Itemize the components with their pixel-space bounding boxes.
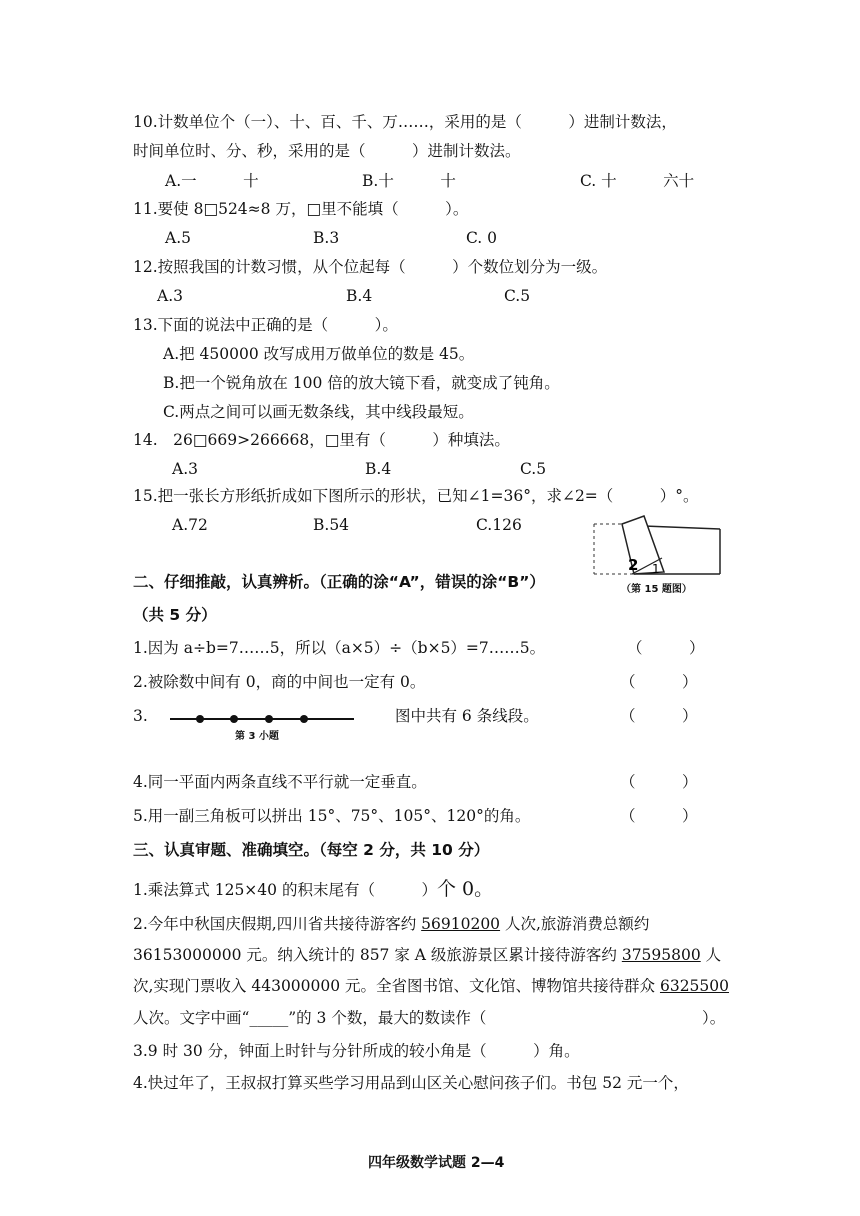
sec3-item3: 3.9 时 30 分，钟面上时针与分针所成的较小角是（ ）角。 <box>133 1042 580 1060</box>
underline-sample: _____ <box>249 1009 289 1027</box>
sec3-item2-close-paren: ）。 <box>702 1009 726 1027</box>
q13-option-c: C.两点之间可以画无数条线，其中线段最短。 <box>163 403 474 421</box>
text-span: 人次,旅游消费总额约 <box>500 915 650 933</box>
sec2-item3-number: 3. <box>133 707 148 725</box>
sec3-item2-line2 <box>133 945 721 965</box>
q13-option-b: B.把一个锐角放在 100 倍的放大镜下看，就变成了钝角。 <box>163 374 560 392</box>
q15-option-a: A.72 <box>172 516 208 534</box>
sec3-item1-tail: 个 0。 <box>436 878 494 900</box>
q10-option-a: A.一 十 <box>165 172 259 190</box>
q15-figure-caption: （第 15 题图） <box>621 584 692 595</box>
q15-option-b: B.54 <box>313 516 350 534</box>
q12-option-c: C.5 <box>504 287 531 305</box>
sec2-item5-answer-paren: （ ） <box>620 807 698 825</box>
q14-option-c: C.5 <box>520 460 547 478</box>
section2-title: 二、仔细推敲，认真辨析。（正确的涂“A”，错误的涂“B”） <box>133 573 545 591</box>
q15-option-c: C.126 <box>476 516 522 534</box>
sec2-item2: 2.被除数中间有 0，商的中间也一定有 0。 <box>133 673 426 691</box>
sec2-item1-answer-paren: （ ） <box>627 639 705 657</box>
q11-option-b: B.3 <box>313 229 340 247</box>
q12-option-b: B.4 <box>346 287 373 305</box>
q15-folded-paper-figure <box>592 512 722 582</box>
text-span: 次,实现门票收入 443000000 元。全省图书馆、文化馆、博物馆共接待群众 <box>133 977 660 995</box>
q12-option-a: A.3 <box>157 287 183 305</box>
sec2-item2-answer-paren: （ ） <box>620 673 698 691</box>
q10-option-b: B.十 十 <box>362 172 456 190</box>
text-span: 2.今年中秋国庆假期,四川省共接待游客约 <box>133 915 422 933</box>
sec3-item1-text: 1.乘法算式 125×40 的积末尾有（ ） <box>133 881 437 899</box>
text-span: ”的 3 个数，最大的数读作（ <box>288 1009 487 1027</box>
q11-text: 11.要使 8□524≈8 万，□里不能填（ ）。 <box>133 200 469 218</box>
q13-text: 13.下面的说法中正确的是（ ）。 <box>133 316 398 334</box>
sec2-item3: 图中共有 6 条线段。 <box>395 707 539 725</box>
sec2-item1: 1.因为 a÷b=7……5，所以（a×5）÷（b×5）=7……5。 <box>133 639 546 657</box>
sec3-item2-line4 <box>133 1008 486 1028</box>
sec2-item4-answer-paren: （ ） <box>620 773 698 791</box>
q11-option-c: C. 0 <box>466 229 498 247</box>
sec2-item4: 4.同一平面内两条直线不平行就一定垂直。 <box>133 773 427 791</box>
sec2-item3-answer-paren: （ ） <box>620 707 698 725</box>
q15-angle-2-label: 2 <box>628 556 639 574</box>
q15-text: 15.把一张长方形纸折成如下图所示的形状，已知∠1=36°，求∠2=（ ）°。 <box>133 487 699 505</box>
underlined-number-1: 56910200 <box>421 915 501 933</box>
q12-text: 12.按照我国的计数习惯，从个位起每（ ）个数位划分为一级。 <box>133 258 608 276</box>
sec3-item4: 4.快过年了，王叔叔打算买些学习用品到山区关心慰问孩子们。书包 52 元一个， <box>133 1074 689 1092</box>
page-footer: 四年级数学试题 2—4 <box>368 1155 505 1171</box>
q11-option-a: A.5 <box>165 229 191 247</box>
q10-option-c: C. 十 六十 <box>580 172 695 190</box>
q14-option-a: A.3 <box>172 460 198 478</box>
sec2-item5: 5.用一副三角板可以拼出 15°、75°、105°、120°的角。 <box>133 807 531 825</box>
underlined-number-3: 6325500 <box>659 977 729 995</box>
sec3-item2-line1 <box>133 914 649 934</box>
text-span: 人次。文字中画“ <box>133 1009 250 1027</box>
sec2-item3-caption: 第 3 小题 <box>235 731 279 742</box>
sec3-item2-line3 <box>133 976 729 996</box>
q14-option-b: B.4 <box>365 460 392 478</box>
text-span: 人 <box>700 946 722 964</box>
text-span: 36153000000 元。纳入统计的 857 家 A 级旅游景区累计接待游客约 <box>133 946 622 964</box>
sec3-item1 <box>133 879 493 900</box>
q15-angle-1-label: 1 <box>652 562 660 576</box>
section2-points: （共 5 分） <box>133 606 217 624</box>
q10-line1: 10.计数单位个（一）、十、百、千、万……，采用的是（ ）进制计数法， <box>133 113 677 131</box>
q13-option-a: A.把 450000 改写成用万做单位的数是 45。 <box>163 345 475 363</box>
q14-text: 14. 26□669>266668，□里有（ ）种填法。 <box>133 431 510 449</box>
sec2-item3-line-figure <box>168 710 358 728</box>
underlined-number-2: 37595800 <box>621 946 701 964</box>
section3-title: 三、认真审题、准确填空。（每空 2 分，共 10 分） <box>133 841 490 859</box>
q10-line2: 时间单位时、分、秒，采用的是（ ）进制计数法。 <box>133 142 521 160</box>
